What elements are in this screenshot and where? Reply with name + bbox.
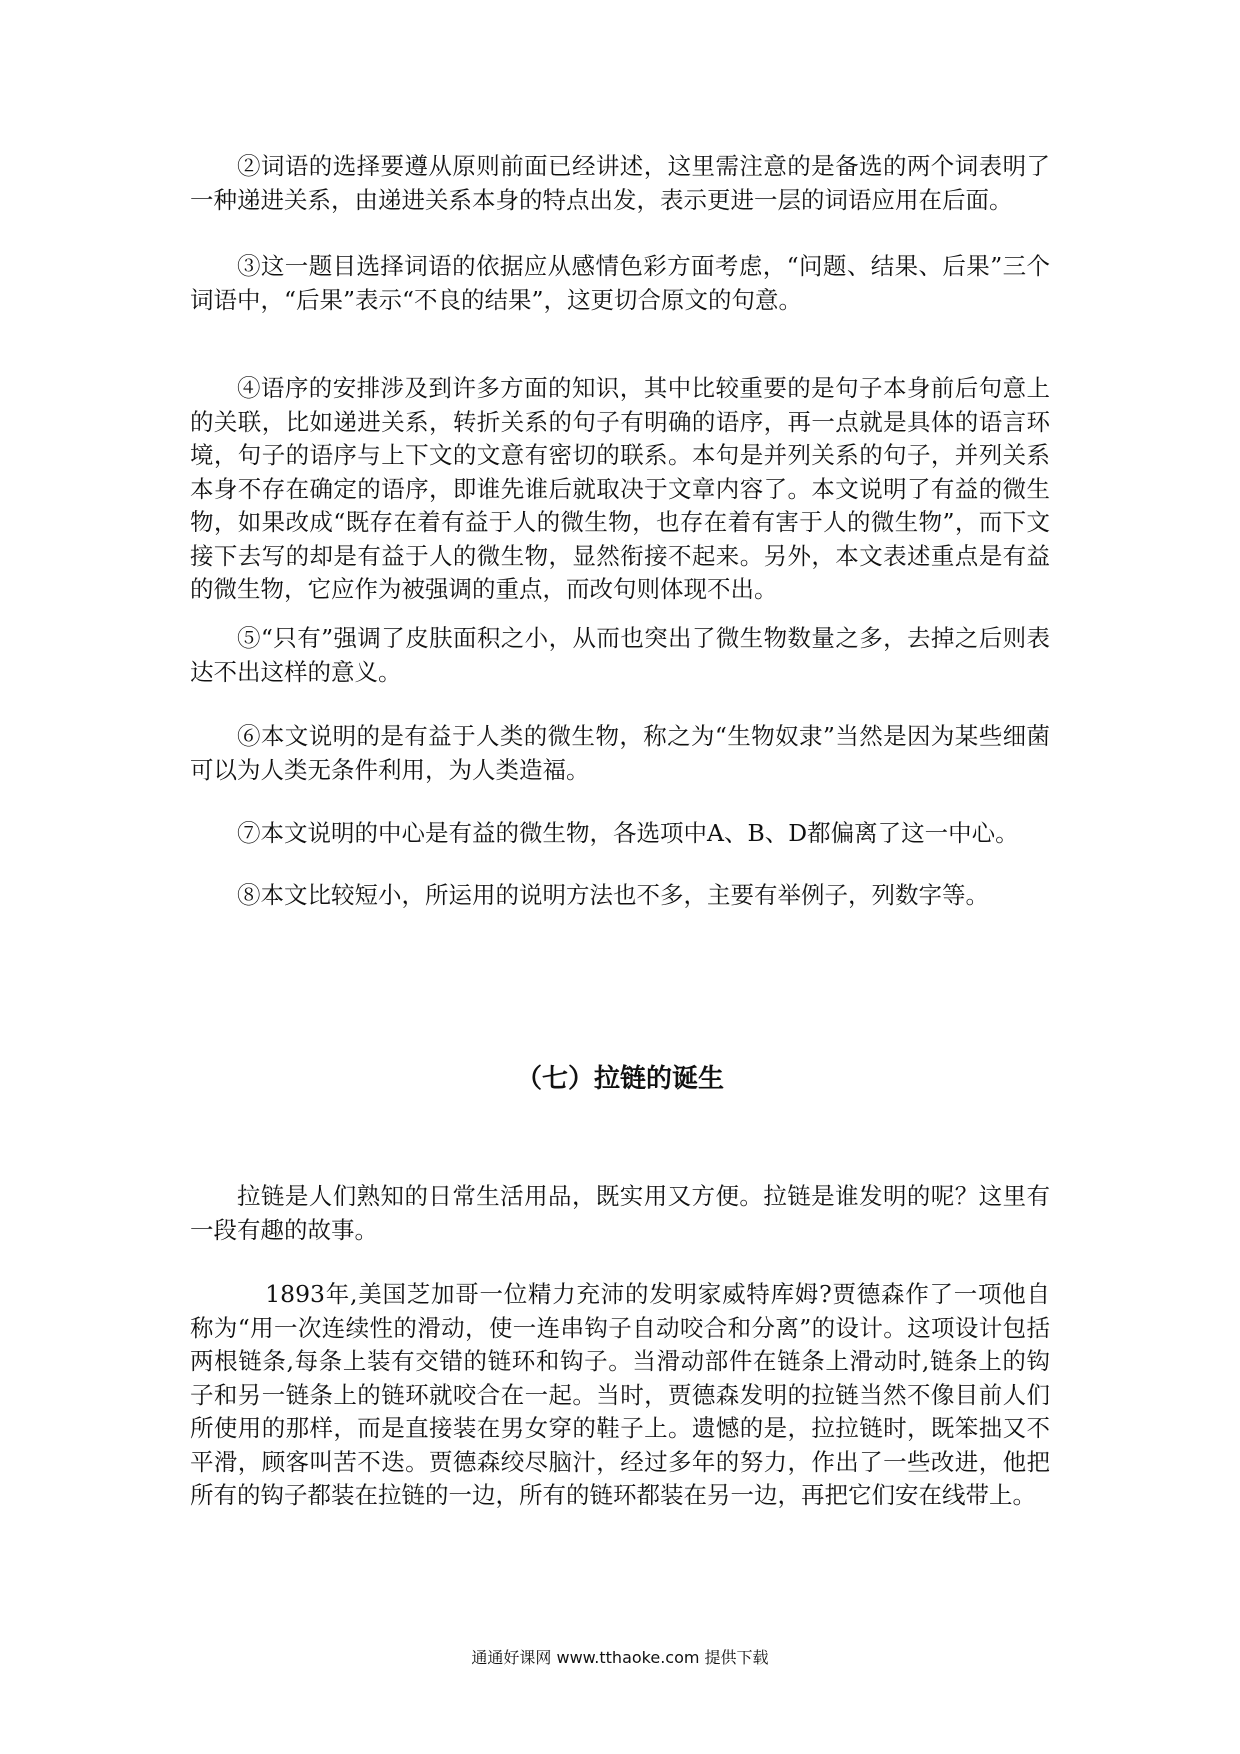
- answer-paragraph-3: ③这一题目选择词语的依据应从感情色彩方面考虑，“问题、结果、后果”三个词语中，“后果”表示“不良的结果”，这更切合原文的句意。: [190, 252, 1050, 314]
- answer-paragraph-7: ⑦本文说明的中心是有益的微生物，各选项中A、B、D都偏离了这一中心。: [237, 819, 1019, 847]
- section-title: （七）拉链的诞生: [515, 1064, 724, 1094]
- answer-paragraph-5: ⑤“只有”强调了皮肤面积之小，从而也突出了微生物数量之多，去掉之后则表达不出这样的意义。: [190, 624, 1050, 686]
- answer-paragraph-2: ②词语的选择要遵从原则前面已经讲述，这里需注意的是备选的两个词表明了一种递进关系，由递进关系本身的特点出发，表示更进一层的词语应用在后面。: [190, 152, 1050, 214]
- story-body-paragraph: 1893年,美国芝加哥一位精力充沛的发明家威特库姆?贾德森作了一项他自称为“用一次连续性的滑动，使一连串钩子自动咬合和分离”的设计。这项设计包括两根链条,每条上装有交错的链环和钩子。当滑动部件在链条上滑动时,链条上的钩子和另一链条上的链环就咬合在一起。当时，贾德森发明的拉链当然不像目前人们所使用的那样，而是直接装在男女穿的鞋子上。遗憾的是，拉拉链时，既笨拙又不平滑，顾客叫苦不迭。贾德森绞尽脑汁，经过多年的努力，作出了一些改进，他把所有的钩子都装在拉链的一边，所有的链环都装在另一边，再把它们安在线带上。: [190, 1280, 1050, 1509]
- answer-paragraph-4: ④语序的安排涉及到许多方面的知识，其中比较重要的是句子本身前后句意上的关联，比如递进关系，转折关系的句子有明确的语序，再一点就是具体的语言环境，句子的语序与上下文的文意有密切的联系。本句是并列关系的句子，并列关系本身不存在确定的语序，即谁先谁后就取决于文章内容了。本文说明了有益的微生物，如果改成“既存在着有益于人的微生物，也存在着有害于人的微生物”，而下文接下去写的却是有益于人的微生物，显然衔接不起来。另外，本文表述重点是有益的微生物，它应作为被强调的重点，而改句则体现不出。: [190, 374, 1050, 603]
- answer-paragraph-8: ⑧本文比较短小，所运用的说明方法也不多，主要有举例子，列数字等。: [237, 881, 989, 909]
- answer-paragraph-6: ⑥本文说明的是有益于人类的微生物，称之为“生物奴隶”当然是因为某些细菌可以为人类无条件利用，为人类造福。: [190, 722, 1050, 784]
- story-intro-paragraph: 拉链是人们熟知的日常生活用品，既实用又方便。拉链是谁发明的呢？这里有一段有趣的故事。: [190, 1182, 1050, 1244]
- page-footer: 通通好课网 www.tthaoke.com 提供下载: [471, 1648, 769, 1667]
